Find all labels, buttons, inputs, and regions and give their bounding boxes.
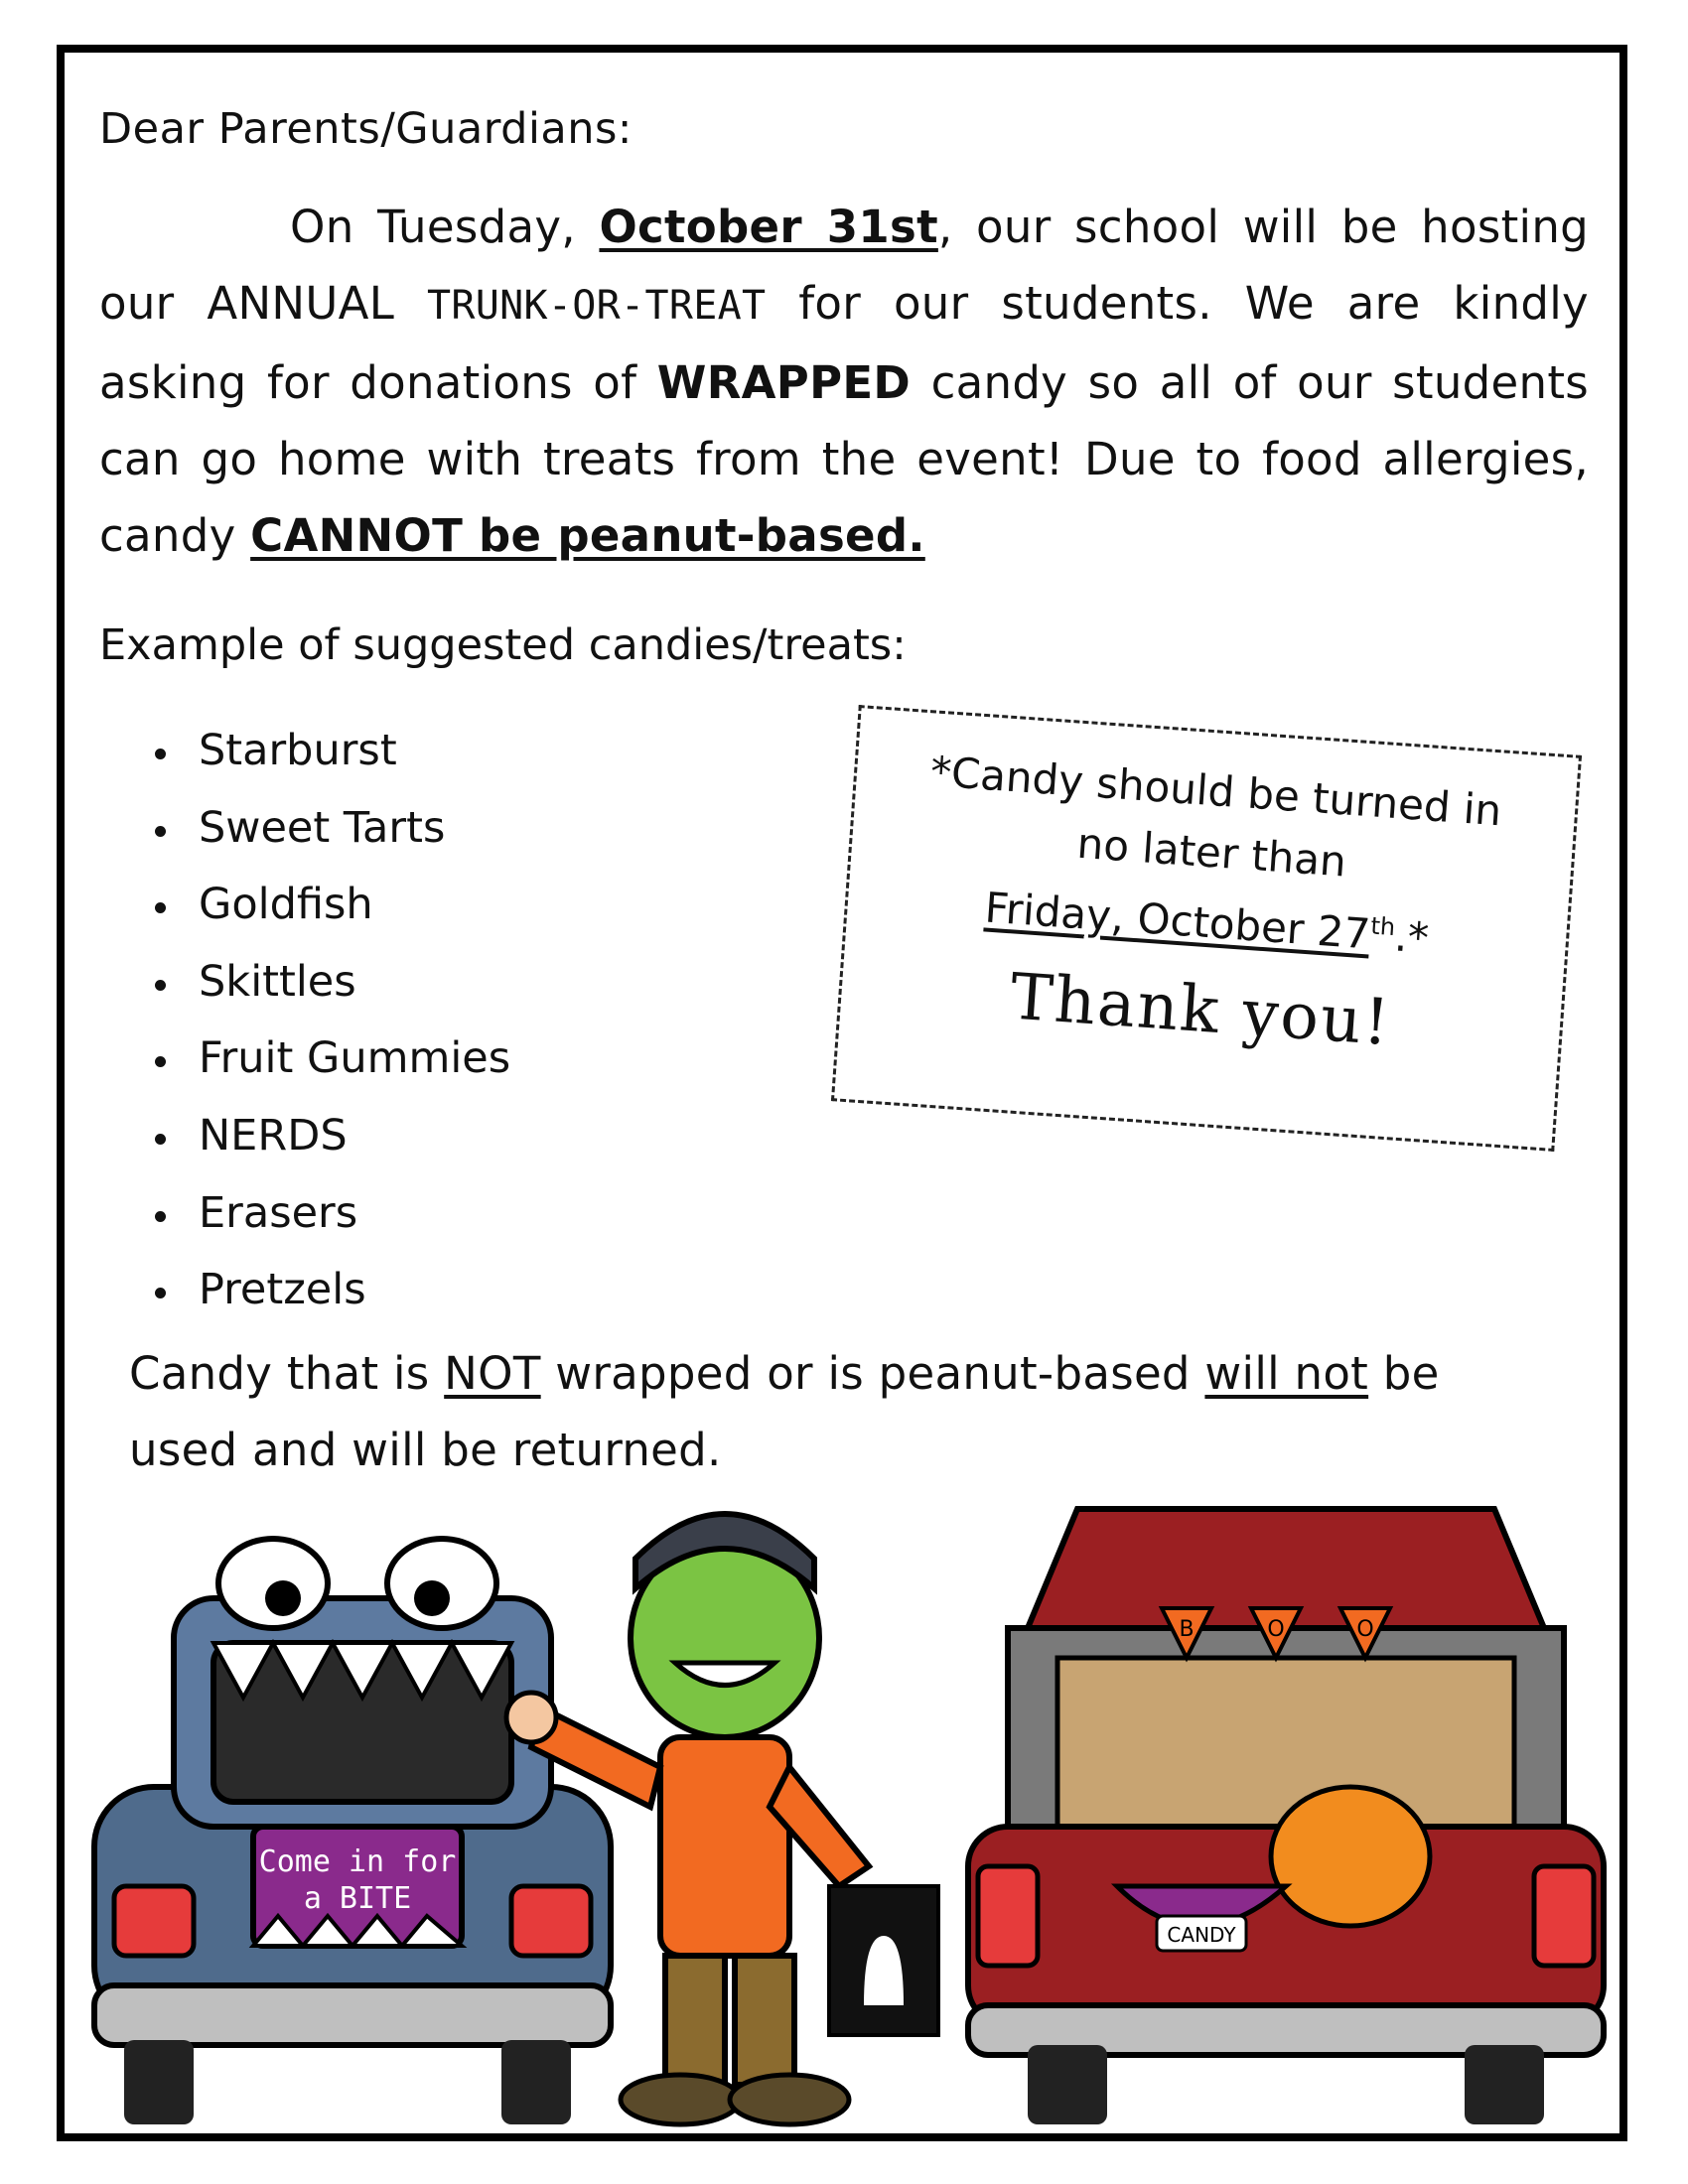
deadline-suffix: th [1369, 911, 1397, 942]
list-item: Fruit Gummies [149, 1021, 510, 1098]
wrapped-emphasis: WRAPPED [656, 356, 912, 409]
intro-paragraph [99, 189, 1589, 574]
deadline-end: .* [1392, 911, 1431, 963]
event-name: TRUNK-OR-TREAT [427, 283, 767, 329]
intro-text-3: for our students. We are kindly asking for donations of [99, 277, 1589, 409]
example-heading: Example of suggested candies/treats: [99, 620, 907, 670]
thank-you: Thank you! [1008, 960, 1394, 1061]
not-emphasis: NOT [444, 1347, 541, 1400]
will-not-emphasis: will not [1204, 1347, 1369, 1400]
candy-list [149, 713, 510, 1329]
list-item: Starburst [149, 713, 510, 790]
policy-text-3: be used and will be returned. [129, 1347, 1440, 1476]
list-item: Erasers [149, 1175, 510, 1253]
sign-line-2: a BITE [303, 1881, 412, 1916]
banner-letter: O [1356, 1617, 1374, 1642]
deadline-note [831, 705, 1582, 1152]
deadline-date: Friday, October 27 [983, 883, 1372, 959]
monster-car-left [94, 1539, 611, 2124]
intro-text-2: , our school will be hosting our ANNUAL [99, 201, 1590, 330]
red-car-right [968, 1509, 1604, 2124]
note-line-2: no later than [1075, 818, 1348, 887]
salutation: Dear Parents/Guardians: [99, 104, 633, 154]
list-item: Pretzels [149, 1252, 510, 1329]
sign-line-1: Come in for [258, 1844, 457, 1879]
peanut-warning: CANNOT be peanut-based. [250, 509, 925, 562]
banner-letter: B [1179, 1617, 1195, 1642]
list-item: NERDS [149, 1098, 510, 1175]
note-line-1: *Candy should be turned in [928, 747, 1503, 836]
intro-text-1: On Tuesday, [290, 201, 600, 253]
banner-letter: O [1267, 1617, 1285, 1642]
list-item: Skittles [149, 944, 510, 1022]
list-item: Sweet Tarts [149, 790, 510, 868]
policy-text-2: wrapped or is peanut-based [540, 1347, 1205, 1400]
event-date: October 31st [599, 201, 938, 253]
trunk-or-treat-illustration [74, 1449, 1623, 2134]
intro-text-4: candy so all of our students can go home with treats from the event! Due to food allergies, candy [99, 356, 1590, 562]
policy-text-1: Candy that is [129, 1347, 445, 1400]
bowl-label: CANDY [1167, 1923, 1236, 1947]
list-item: Goldfish [149, 867, 510, 944]
